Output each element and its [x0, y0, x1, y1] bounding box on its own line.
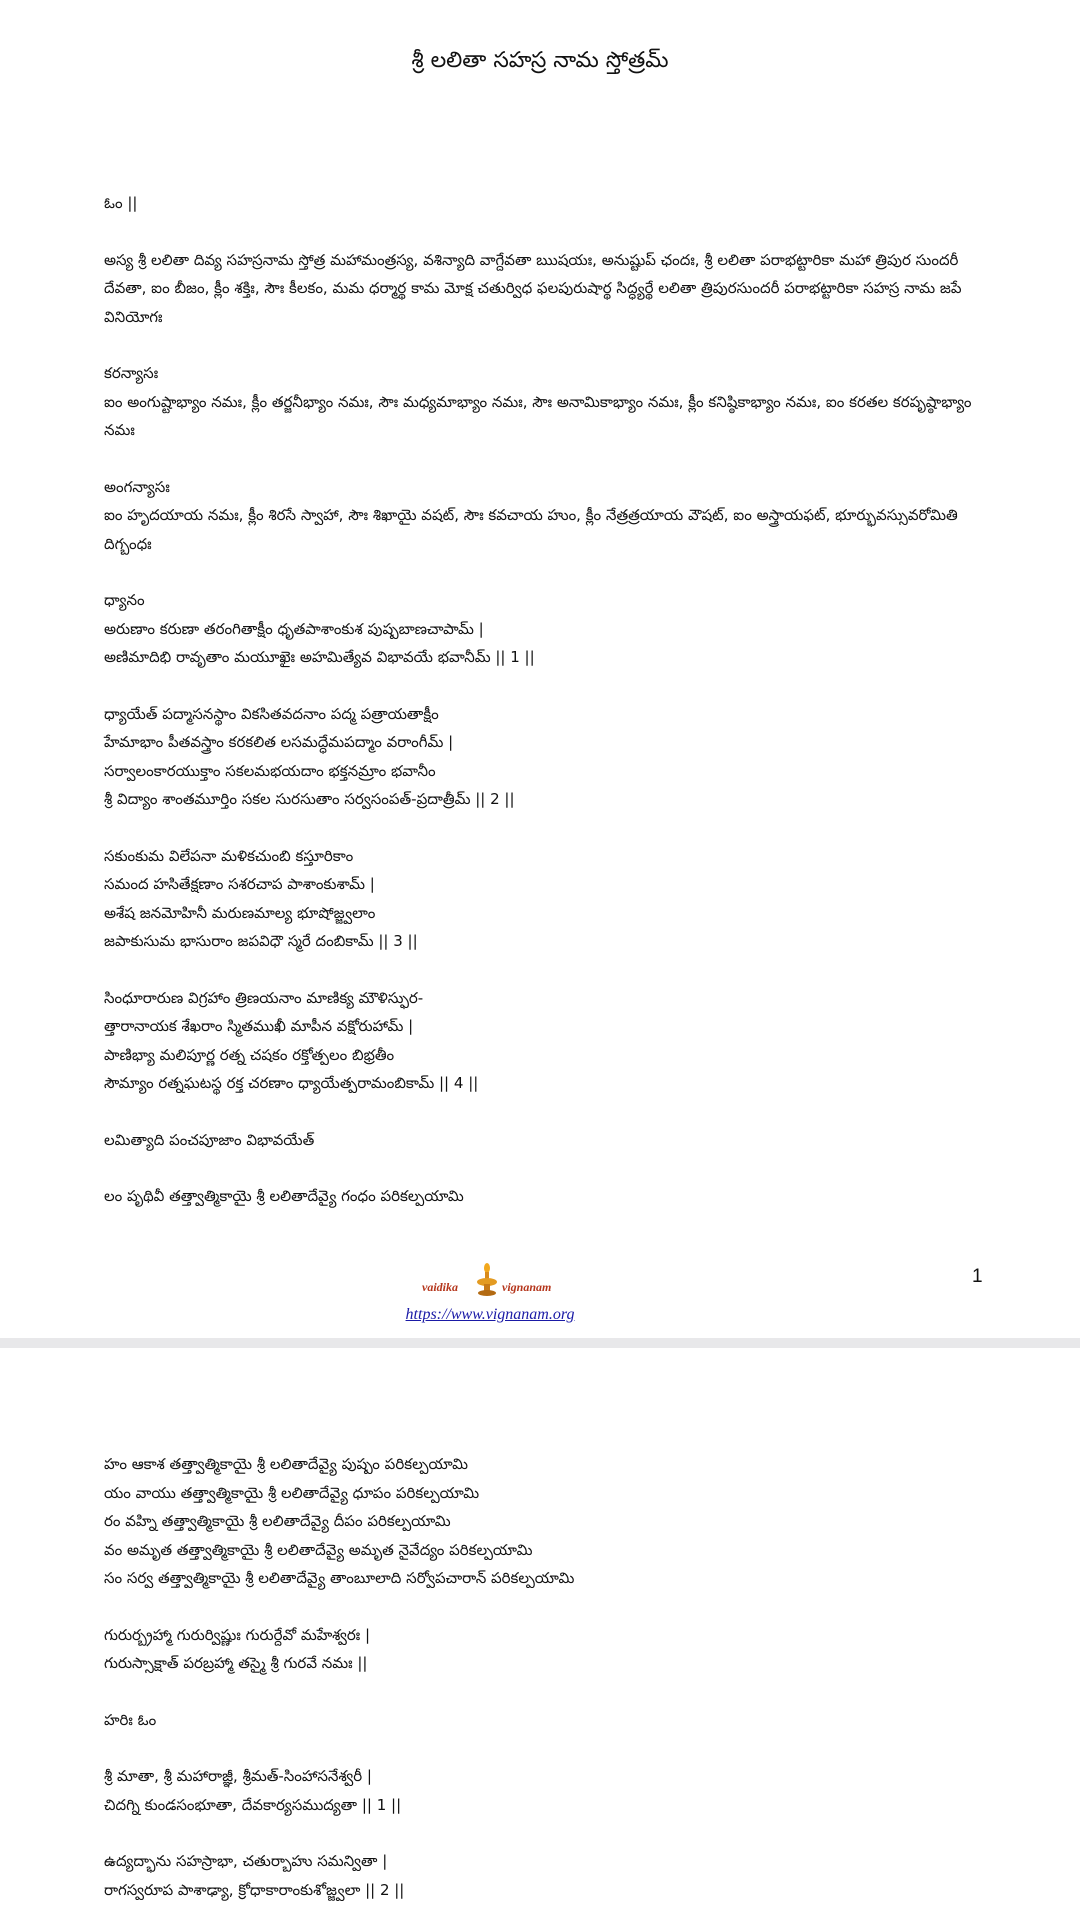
- text-line: యం వాయు తత్త్వాత్మికాయై శ్రీ లలితాదేవ్యై ధూపం పరికల్పయామి: [104, 1483, 480, 1502]
- text-line: చిదగ్ని కుండసంభూతా, దేవకార్యసముద్యతా || 1 ||: [104, 1795, 402, 1814]
- paragraph: [104, 1847, 984, 1904]
- paragraph: [104, 189, 984, 218]
- paragraph: [104, 586, 984, 672]
- text-line: అంగన్యాసః: [104, 477, 170, 496]
- text-line: హరిః ఓం: [104, 1710, 157, 1729]
- logo-text-left: vaidika: [422, 1280, 458, 1294]
- text-line: అశేష జనమోహినీ మరుణమాల్య భూషోజ్జ్వలాం: [104, 903, 376, 922]
- text-line: ఐం హృదయాయ నమః, క్లీం శిరసే స్వాహా, సౌః శిఖాయై వషట్, సౌః కవచాయ హుం, క్లీం నేత్రత్రయాయ వౌషట్, ఐం అస్త్రాయఫట్, భూర్భువస్సువరోమితి దిగ్బంధః: [104, 506, 958, 553]
- text-line: సింధూరారుణ విగ్రహాం త్రిణయనాం మాణిక్య మౌళిస్ఫుర-: [104, 988, 424, 1007]
- text-line: ఉద్యద్భాను సహస్రాభా, చతుర్బాహు సమన్వితా |: [104, 1852, 388, 1870]
- text-line: సకుంకుమ విలేపనా మళికచుంబి కస్తూరికాం: [104, 846, 354, 865]
- page-2-body: [104, 1450, 984, 1932]
- lamp-icon: [474, 1262, 500, 1296]
- text-line: సం సర్వ తత్త్వాత్మికాయై శ్రీ లలితాదేవ్యై తాంబూలాది సర్వోపచారాన్ పరికల్పయామి: [104, 1569, 575, 1587]
- paragraph: [104, 1182, 984, 1211]
- paragraph: [104, 842, 984, 956]
- paragraph: [104, 1450, 984, 1593]
- text-line: త్తారానాయక శేఖరాం స్మితముఖీ మాపీన వక్షోరుహామ్ |: [104, 1017, 414, 1035]
- text-line: అస్య శ్రీ లలితా దివ్య సహస్రనామ స్తోత్ర మహామంత్రస్య, వశిన్యాది వాగ్దేవతా ఋషయః, అనుష్టుప్ ఛందః, శ్రీ లలితా పరాభట్టారికా మహా త్రిపుర సుందరీ దేవతా, ఐం బీజం, క్లీం శక్తిః, సౌః కీలకం, మమ ధర్మార్థ కామ మోక్ష చతుర్విధ ఫలపురుషార్థ సిద్ధ్యర్థే లలితా త్రిపురసుందరీ పరాభట్టారికా సహస్ర నామ జపే వినియోగః: [104, 250, 962, 326]
- paragraph: [104, 1621, 984, 1678]
- text-line: అణిమాదిభి రావృతాం మయూఖైః అహమిత్యేవ విభావయే భవానీమ్ || 1 ||: [104, 648, 535, 666]
- text-line: లమిత్యాది పంచపూజాం విభావయేత్: [104, 1130, 315, 1149]
- text-line: ఓం ||: [104, 194, 138, 212]
- logo-text-right: vignanam: [502, 1280, 552, 1294]
- text-line: ధ్యానం: [104, 591, 145, 609]
- text-line: సర్వాలంకారయుక్తాం సకలమభయదాం భక్తనమ్రాం భవానీం: [104, 761, 436, 780]
- text-line: రాగస్వరూప పాశాఢ్యా, క్రోధాకారాంకుశోజ్జ్వలా || 2 ||: [104, 1880, 405, 1899]
- text-line: గురుస్సాక్షాత్ పరబ్రహ్మా తస్మై శ్రీ గురవే నమః ||: [104, 1654, 368, 1672]
- text-line: జపాకుసుమ భాసురాం జపవిధౌ స్మరే దంబికామ్ || 3 ||: [104, 932, 418, 950]
- text-line: అరుణాం కరుణా తరంగితాక్షీం ధృతపాశాంకుశ పుష్పబాణచాపామ్ |: [104, 619, 484, 638]
- text-line: పాణిభ్యా మలిపూర్ణ రత్న చషకం రక్తోత్పలం బిభ్రతీం: [104, 1045, 395, 1064]
- paragraph: [104, 246, 984, 332]
- text-line: సౌమ్యాం రత్నఘటస్థ రక్త చరణాం ధ్యాయేత్పరామంబికామ్ || 4 ||: [104, 1074, 479, 1092]
- text-line: హం ఆకాశ తత్త్వాత్మికాయై శ్రీ లలితాదేవ్యై పుష్పం పరికల్పయామి: [104, 1455, 469, 1473]
- vaidika-vignanam-logo: [420, 1262, 565, 1300]
- text-line: హేమాభాం పీతవస్త్రాం కరకలిత లసమద్ధేమపద్మాం వరాంగీమ్ |: [104, 733, 454, 751]
- text-line: ధ్యాయేత్ పద్మాసనస్థాం వికసితవదనాం పద్మ పత్రాయతాక్షీం: [104, 704, 439, 723]
- text-line: శ్రీ విద్యాం శాంతమూర్తిం సకల సురసుతాం సర్వసంపత్-ప్రదాత్రీమ్ || 2 ||: [104, 790, 515, 808]
- text-line: ఐం అంగుష్టాభ్యాం నమః, క్లీం తర్జనీభ్యాం నమః, సౌః మధ్యమాభ్యాం నమః, సౌః అనామికాభ్యాం నమః, క్లీం కనిష్ఠికాభ్యాం నమః, ఐం కరతల కరపృష్ఠాభ్యాం నమః: [104, 392, 972, 439]
- text-line: సమంద హసితేక్షణాం సశరచాప పాశాంకుశామ్ |: [104, 875, 375, 893]
- paragraph: [104, 359, 984, 445]
- paragraph: [104, 473, 984, 559]
- page-number: 1: [972, 1266, 983, 1287]
- paragraph: [104, 1762, 984, 1819]
- text-line: గురుర్బ్రహ్మా గురుర్విష్ణుః గురుర్దేవో మహేశ్వరః |: [104, 1625, 371, 1644]
- paragraph: [104, 1706, 984, 1735]
- document-title: శ్రీ లలితా సహస్ర నామ స్తోత్రమ్: [411, 48, 669, 73]
- paragraph: [104, 1126, 984, 1155]
- text-line: వం అమృత తత్త్వాత్మికాయై శ్రీ లలితాదేవ్యై అమృత నైవేద్యం పరికల్పయామి: [104, 1540, 533, 1559]
- page-1-body: [104, 189, 984, 1239]
- text-line: లం పృథివీ తత్త్వాత్మికాయై శ్రీ లలితాదేవ్యై గంధం పరికల్పయామి: [104, 1187, 464, 1205]
- page-separator: [0, 1338, 1080, 1348]
- text-line: రం వహ్ని తత్త్వాత్మికాయై శ్రీ లలితాదేవ్యై దీపం పరికల్పయామి: [104, 1512, 451, 1530]
- paragraph: [104, 700, 984, 814]
- text-line: కరన్యాసః: [104, 364, 159, 382]
- text-line: శ్రీ మాతా, శ్రీ మహారాజ్ఞీ, శ్రీమత్-సింహాసనేశ్వరీ |: [104, 1767, 372, 1785]
- paragraph: [104, 984, 984, 1098]
- website-link[interactable]: https://www.vignanam.org: [405, 1306, 575, 1323]
